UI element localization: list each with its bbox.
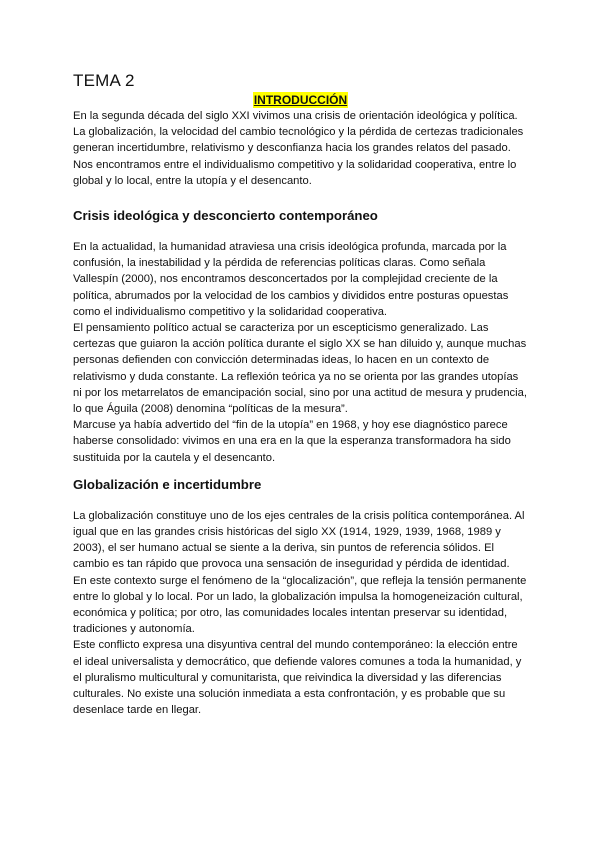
crisis-paragraph-1: En la actualidad, la humanidad atraviesa una crisis ideológica profunda, marcada por la confusión, la inestabilidad y la pérdida de referencias políticas claras. Como señala Vallespín (2000), nos encontramos desconcertados por la complejidad creciente de la política, abrumados por la velocidad de los cambios y divididos entre posturas opuestas como el individualismo competitivo y la solidaridad cooperativa. [73, 241, 509, 318]
section-heading-globalizacion: Globalización e incertidumbre [73, 476, 262, 492]
intro-heading: INTRODUCCIÓN [253, 93, 348, 107]
intro-paragraph: En la segunda década del siglo XXI vivimos una crisis de orientación ideológica y política. La globalización, la velocidad del cambio tecnológico y la pérdida de certezas tradicionales generan incertidumbre, relativismo y desconfianza hacia los grandes relatos del pasado. Nos encontramos entre el individualismo competitivo y la solidaridad cooperativa, entre lo global y lo local, entre la utopía y el desencanto. [73, 110, 524, 187]
section-heading-crisis: Crisis ideológica y desconcierto contemporáneo [73, 208, 378, 224]
spacer [73, 466, 528, 476]
spacer [73, 494, 528, 508]
spacer [73, 189, 528, 207]
intro-heading-row [73, 92, 528, 108]
crisis-paragraph-3: Marcuse ya había advertido del “fin de la utopía” en 1968, y hoy ese diagnóstico parece haberse consolidado: vivimos en una era en la que la esperanza transformadora ha sido sustituida por la cautela y el desencanto. [73, 419, 511, 464]
document-title: TEMA 2 [73, 71, 135, 90]
globalizacion-paragraph-1: La globalización constituye uno de los ejes centrales de la crisis política contemporánea. Al igual que en las grandes crisis históricas del siglo XX (1914, 1929, 1939, 1968, 1989 y 2003), el ser humano actual se siente a la deriva, sin puntos de referencia sólidos. El cambio es tan rápido que provoca una sensación de inseguridad y pérdida de identidad. [73, 509, 525, 571]
document-body [73, 70, 528, 719]
spacer [73, 225, 528, 239]
crisis-paragraph-2: El pensamiento político actual se caracteriza por un escepticismo generalizado. Las certezas que guiaron la acción política durante el siglo XX se han diluido y, aunque muchas personas defienden con convicción determinadas ideas, lo hacen en un contexto de relativismo y duda constante. La reflexión teórica ya no se orienta por las grandes utopías ni por los metarrelatos de emancipación social, sino por una actitud de mesura y prudencia, lo que Águila (2008) denomina “políticas de la mesura”. [73, 322, 527, 416]
globalizacion-paragraph-3: Este conflicto expresa una disyuntiva central del mundo contemporáneo: la elección entre el ideal universalista y democrático, que defiende valores comunes a toda la humanidad, y el pluralismo multicultural y comunitarista, que reivindica la diversidad y las diferencias culturales. No existe una solución inmediata a esta confrontación, y es probable que su desenlace tarde en llegar. [73, 639, 522, 717]
globalizacion-paragraph-2: En este contexto surge el fenómeno de la “glocalización”, que refleja la tensión permanente entre lo global y lo local. Por un lado, la globalización impulsa la homogeneización cultural, económica y política; por otro, las comunidades locales intentan preservar su identidad, tradiciones y autonomía. [73, 574, 527, 636]
